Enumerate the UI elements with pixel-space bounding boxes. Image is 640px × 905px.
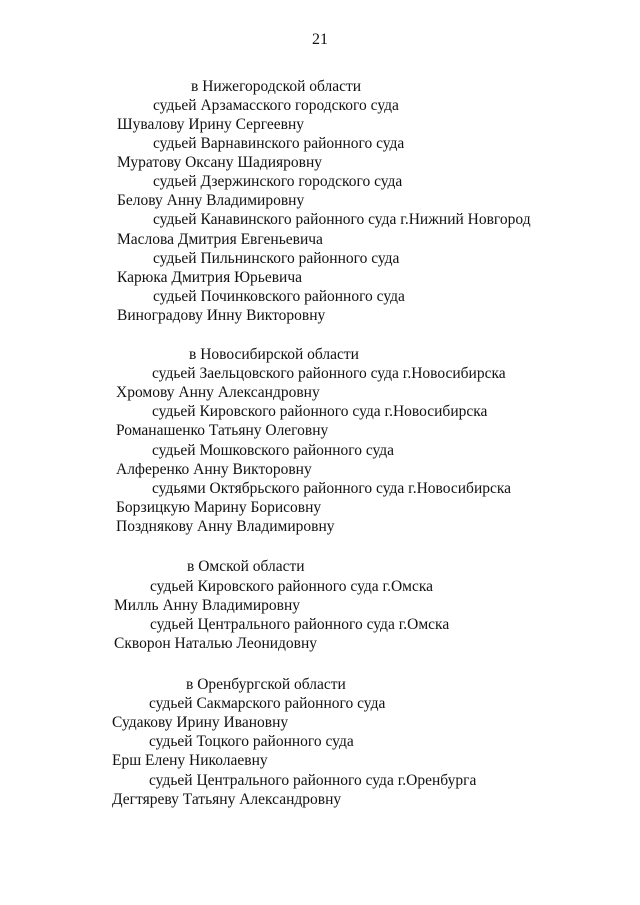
court-line: судьей Арзамасского городского суда xyxy=(153,97,399,114)
court-line: судьей Мошковского районного суда xyxy=(152,442,395,459)
court-line: судьей Варнавинского районного суда xyxy=(153,135,405,152)
judge-name: Судакову Ирину Ивановну xyxy=(112,714,289,731)
court-line: судьей Центрального районного суда г.Омска xyxy=(150,616,450,633)
judge-name: Маслова Дмитрия Евгеньевича xyxy=(117,231,323,248)
judge-name: Алференко Анну Викторовну xyxy=(116,461,312,478)
judge-name: Борзицкую Марину Борисовну xyxy=(116,499,322,516)
court-line: судьей Починковского районного суда xyxy=(153,288,405,305)
region-heading: в Омской области xyxy=(187,558,305,575)
region-heading: в Оренбургской области xyxy=(186,676,346,693)
region-heading: в Новосибирской области xyxy=(189,346,359,363)
court-line: судьей Дзержинского городского суда xyxy=(153,173,403,190)
judge-name: Муратову Оксану Шадияровну xyxy=(117,154,323,171)
court-line: судьей Кировского районного суда г.Омска xyxy=(150,578,434,595)
judge-name: Белову Анну Владимировну xyxy=(117,192,305,209)
judge-name: Ерш Елену Николаевну xyxy=(112,752,268,769)
judge-name: Скворон Наталью Леонидовну xyxy=(114,635,318,652)
region-heading: в Нижегородской области xyxy=(191,78,362,95)
court-line: судьей Пильнинского районного суда xyxy=(153,250,400,267)
court-line: судьей Тоцкого районного суда xyxy=(149,733,354,750)
judge-name: Позднякову Анну Владимировну xyxy=(116,518,335,535)
court-line: судьей Центрального районного суда г.Оренбурга xyxy=(149,772,477,789)
court-line: судьей Сакмарского районного суда xyxy=(149,695,386,712)
judge-name: Хромову Анну Александровну xyxy=(116,384,320,401)
judge-name: Милль Анну Владимировну xyxy=(114,597,300,614)
judge-name: Виноградову Инну Викторовну xyxy=(117,307,326,324)
judge-name: Шувалову Ирину Сергеевну xyxy=(117,116,305,133)
court-line: судьей Канавинского районного суда г.Нижний Новгород xyxy=(153,211,531,228)
court-line: судьями Октябрьского районного суда г.Новосибирска xyxy=(152,480,512,497)
judge-name: Карюка Дмитрия Юрьевича xyxy=(117,269,303,286)
court-line: судьей Заельцовского районного суда г.Новосибирска xyxy=(152,365,506,382)
court-line: судьей Кировского районного суда г.Новосибирска xyxy=(152,403,488,420)
judge-name: Дегтяреву Татьяну Александровну xyxy=(112,791,342,808)
judge-name: Романашенко Татьяну Олеговну xyxy=(116,422,329,439)
page-number: 21 xyxy=(312,31,328,48)
